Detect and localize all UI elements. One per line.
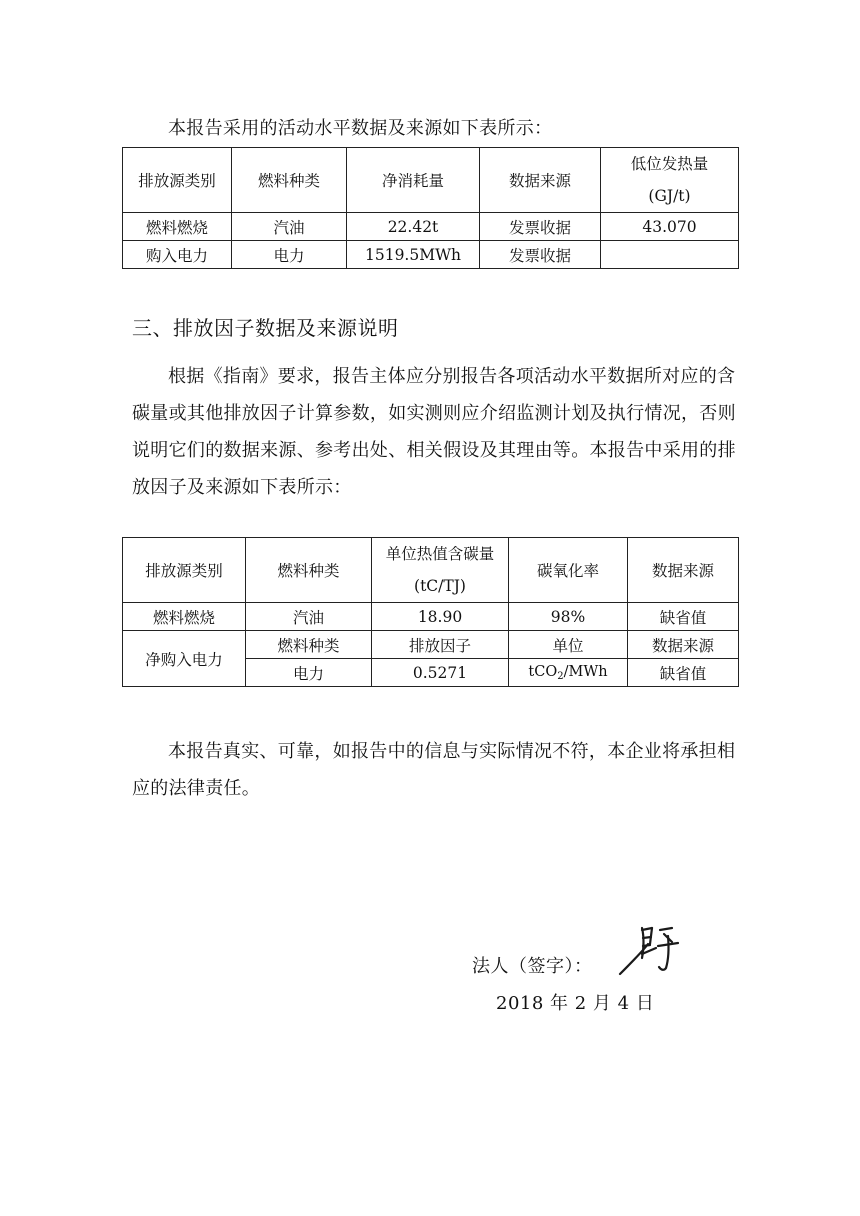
table-cell: 缺省值 [628,603,739,631]
table-cell: 发票收据 [480,241,601,269]
table-cell: 43.070 [601,213,739,241]
table-cell: 缺省值 [628,659,739,687]
table-cell: 汽油 [246,603,372,631]
table-cell: 22.42t [347,213,480,241]
unit-text: tCO [528,663,558,680]
activity-data-table [122,147,739,269]
header-cell: 碳氧化率 [509,538,628,603]
table-cell: 98% [509,603,628,631]
table-row [123,241,739,269]
table-cell: 购入电力 [123,241,232,269]
header-cell: 数据来源 [628,538,739,603]
signature-label: 法人（签字）： [472,956,593,977]
table-header-row [123,148,739,213]
header-cell: 净消耗量 [347,148,480,213]
header-cell: 燃料种类 [232,148,347,213]
table-header-row [123,538,739,603]
table-cell: 燃料种类 [246,631,372,659]
header-cell [601,148,739,213]
table-cell: 汽油 [232,213,347,241]
table-cell: 1519.5MWh [347,241,480,269]
intro-text: 本报告采用的活动水平数据及来源如下表所示： [168,118,553,139]
table-cell: 0.5271 [372,659,509,687]
table-cell: 电力 [246,659,372,687]
header-cell: 数据来源 [480,148,601,213]
header-cell-unit: (GJ/t) [648,187,691,205]
table-cell: 排放因子 [372,631,509,659]
signature-date: 2018 年 2 月 4 日 [496,993,655,1014]
table-cell: 电力 [232,241,347,269]
table-row [123,603,739,631]
table-cell: 净购入电力 [123,631,246,687]
header-cell: 燃料种类 [246,538,372,603]
declaration-paragraph: 本报告真实、可靠，如报告中的信息与实际情况不符，本企业将承担相应的法律责任。 [132,741,736,799]
header-cell: 排放源类别 [123,538,246,603]
section-heading: 三、排放因子数据及来源说明 [132,316,399,340]
header-cell-line: 低位发热量 [630,155,709,173]
header-cell-unit: (tC/TJ) [414,577,466,595]
table-row [123,213,739,241]
table-cell: 单位 [509,631,628,659]
table-cell: 燃料燃烧 [123,213,232,241]
table-cell: 发票收据 [480,213,601,241]
table-cell [601,241,739,269]
header-cell: 排放源类别 [123,148,232,213]
header-cell-line: 单位热值含碳量 [385,545,495,563]
body-paragraph: 根据《指南》要求，报告主体应分别报告各项活动水平数据所对应的含碳量或其他排放因子计算参数，如实测则应介绍监测计划及执行情况，否则说明它们的数据来源、参考出处、相关假设及其理由等。本报告中采用的排放因子及来源如下表所示： [132,366,736,498]
header-cell [372,538,509,603]
table-cell: 燃料燃烧 [123,603,246,631]
table-cell: 数据来源 [628,631,739,659]
table-cell [509,659,628,687]
unit-text: /MWh [563,663,608,680]
table-row [123,631,739,659]
table-cell: 18.90 [372,603,509,631]
unit-subscript: 2 [557,670,564,682]
handwritten-signature [612,918,692,980]
emission-factor-table [122,537,739,687]
